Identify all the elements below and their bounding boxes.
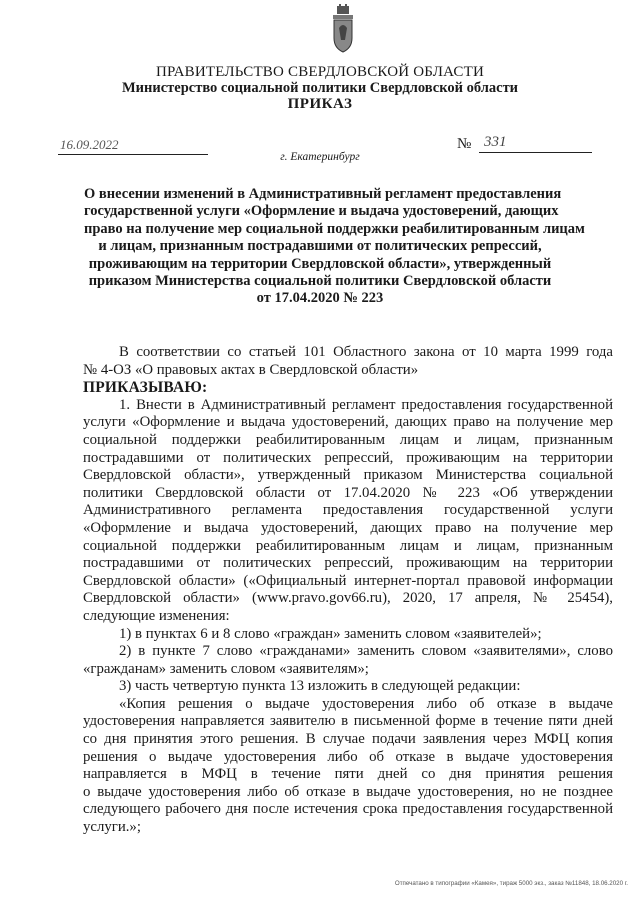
body-line: Свердловской области» («Официальный интернет-портал правовой информации xyxy=(83,572,613,589)
title-line: и лицам, признанным пострадавшими от политических репрессий, xyxy=(98,238,542,255)
order-date: 16.09.2022 xyxy=(60,137,119,152)
body-line: пострадавшими от политических репрессий, проживающим на территории xyxy=(83,555,613,572)
body-line: социальной поддержки реабилитированным лицам и лицам, признанным xyxy=(83,537,613,554)
gov-title: ПРАВИТЕЛЬСТВО СВЕРДЛОВСКОЙ ОБЛАСТИ xyxy=(155,64,485,80)
print-footer: Отпечатано в типографии «Камея», тираж 5000 экз., заказ №11848, 18.06.2020 г. xyxy=(394,880,628,887)
body-line: пострадавшими от политических репрессий, проживающим на территории xyxy=(83,449,613,466)
body-line: Свердловской области», утвержденный приказом Министерства социальной xyxy=(83,467,613,484)
quote-line: следующего рабочего дня после истечения срока предоставления государственной xyxy=(83,801,613,818)
body-line: услуги «Оформление и выдача удостоверений, дающих право на получение мер xyxy=(83,414,613,431)
body-line: социальной поддержки реабилитированным лицам и лицам, признанным xyxy=(83,431,613,448)
body-line: политики Свердловской области от 17.04.2020 № 223 «Об утверждении xyxy=(83,484,613,501)
body-line: следующие изменения: xyxy=(83,607,230,624)
quote-line: о выдаче удостоверения либо об отказе в выдаче удостоверения, но не позднее xyxy=(83,783,613,800)
quote-line: направляется в МФЦ в течение пяти дней со дня принятия решения xyxy=(83,766,613,783)
quote-line: со дня принятия этого решения. В случае подачи заявления через МФЦ копия xyxy=(83,731,613,748)
quote-line: решения о выдаче удостоверения либо об отказе в выдаче удостоверения xyxy=(83,748,613,765)
order-body xyxy=(83,344,613,837)
quote-line: удостоверения направляется заявителю в письменной форме в течение пяти дней xyxy=(83,713,613,730)
title-line: проживающим на территории Свердловской области», утвержденный xyxy=(88,255,552,272)
list-item: 2) в пункте 7 слово «гражданами» заменить словом «заявителями», слово xyxy=(119,643,613,660)
quote-line: «Копия решения о выдаче удостоверения либо об отказе в выдаче xyxy=(119,695,613,712)
body-line: «гражданам» заменить словом «заявителям»; xyxy=(83,660,369,677)
title-line: приказом Министерства социальной политики Свердловской области xyxy=(88,273,552,290)
title-line: государственной услуги «Оформление и выдача удостоверений, дающих xyxy=(84,203,559,220)
doc-type: ПРИКАЗ xyxy=(287,96,353,112)
body-line: «Оформление и выдача удостоверений, дающих право на получение мер xyxy=(83,519,613,536)
body-line: Свердловской области» (www.pravo.gov66.ru), 2020, 17 апреля, № 25454), xyxy=(83,590,613,607)
body-line: В соответствии со статьей 101 Областного закона от 10 марта 1999 года xyxy=(119,344,613,360)
number-label: № xyxy=(457,136,472,152)
order-number: 331 xyxy=(484,134,507,150)
quote-line: услуги.»; xyxy=(83,819,141,836)
title-line: от 17.04.2020 № 223 xyxy=(256,290,384,307)
ministry-title: Министерство социальной политики Свердловской области xyxy=(121,80,519,96)
order-title xyxy=(84,186,585,308)
body-line: 1. Внести в Административный регламент предоставления государственной xyxy=(119,396,613,413)
title-line: право на получение мер социальной поддержки реабилитированным лицам xyxy=(84,220,585,237)
city: г. Екатеринбург xyxy=(280,151,360,163)
body-line: № 4-ОЗ «О правовых актах в Свердловской области» xyxy=(83,361,419,378)
body-line: Административного регламента предоставления государственной услуги xyxy=(83,502,613,519)
sverdlovsk-coat-of-arms-icon xyxy=(331,4,355,54)
title-line: О внесении изменений в Административный регламент предоставления xyxy=(84,186,562,202)
orders-heading: ПРИКАЗЫВАЮ: xyxy=(83,379,208,397)
list-item: 1) в пунктах 6 и 8 слово «граждан» заменить словом «заявителей»; xyxy=(119,625,542,642)
list-item: 3) часть четвертую пункта 13 изложить в следующей редакции: xyxy=(119,678,521,695)
